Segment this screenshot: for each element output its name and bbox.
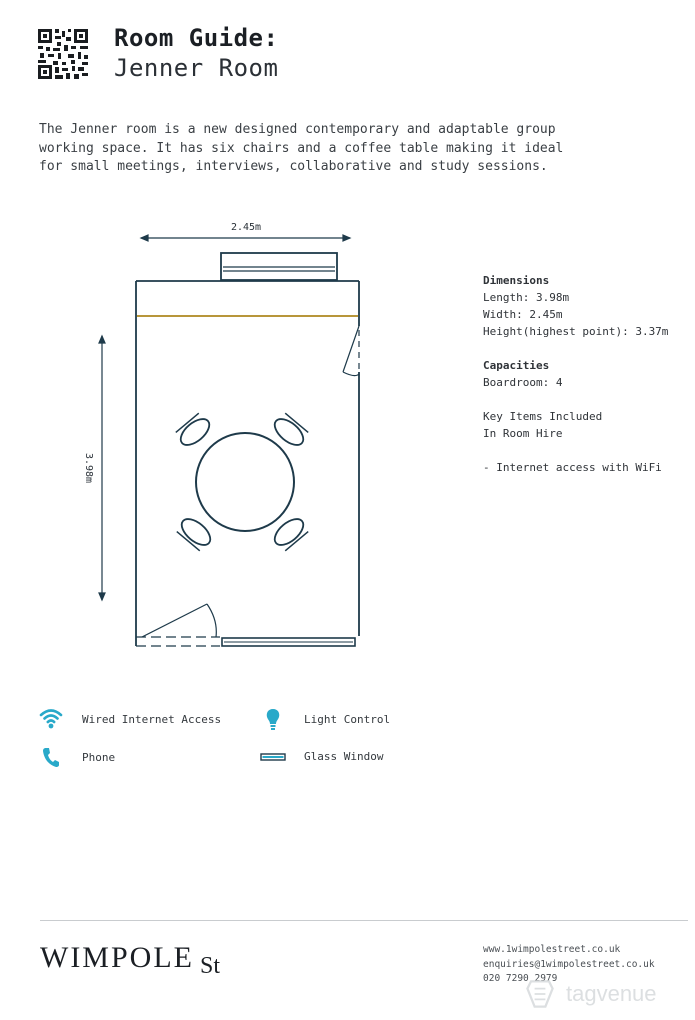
chair [175,514,215,552]
legend [38,706,458,776]
width-label: 2.45m [230,222,262,233]
dimensions-heading: Dimensions [483,274,550,287]
legend-label-wired-internet: Wired Internet Access [82,713,222,726]
floor-plan [80,210,380,660]
room-details [483,272,668,476]
key-items-subheading: In Room Hire [483,427,563,440]
door-right [343,326,359,376]
glass-window-icon [260,744,286,770]
glass-window-top [221,253,337,280]
round-table [196,433,294,531]
website-link[interactable]: www.1wimpolestreet.co.uk [483,944,621,955]
intro-paragraph [39,121,639,177]
boardroom-capacity: Boardroom: 4 [483,376,563,389]
intro-line: working space. It has six chairs and a coffee table making it ideal [39,140,564,156]
brand-logo [40,937,240,987]
length-label: 3.98m [83,452,94,484]
glass-window-bottom [222,638,355,646]
room-walls [136,281,359,646]
capacities-heading: Capacities [483,359,550,372]
watermark-text: tagvenue [566,981,657,1006]
room-name: Jenner Room [114,54,279,82]
key-items-heading: Key Items Included [483,410,603,423]
legend-label-phone: Phone [82,751,116,764]
arrow-head [343,235,350,241]
brand-name: WIMPOLE [40,941,194,974]
phone-icon [38,744,64,770]
email-link[interactable]: enquiries@1wimpolestreet.co.uk [483,958,655,970]
tagvenue-logo-icon [522,976,558,1012]
watermark [522,972,692,1016]
page-title: Room Guide: [114,24,279,52]
height-value: Height(highest point): 3.37m [483,325,669,338]
qr-code-icon [38,29,88,79]
arrow-head [141,235,148,241]
footer-divider [40,920,688,921]
intro-line: for small meetings, interviews, collaborative and study sessions. [39,159,548,174]
arrow-head [99,593,105,600]
brand-suffix: St [200,953,221,979]
wifi-icon [38,706,64,732]
door-bottom [136,604,220,646]
arrow-head [99,336,105,343]
length-value: Length: 3.98m [483,291,570,304]
width-value: Width: 2.45m [483,308,563,321]
legend-label-glass-window: Glass Window [304,750,384,763]
lightbulb-icon [260,706,286,732]
key-item-wifi: - Internet access with WiFi [483,461,662,474]
intro-line: The Jenner room is a new designed contemporary and adaptable group [39,122,556,137]
phone-number: 020 7290 2979 [483,973,558,984]
legend-label-light-control: Light Control [304,713,391,726]
chair [174,412,214,450]
